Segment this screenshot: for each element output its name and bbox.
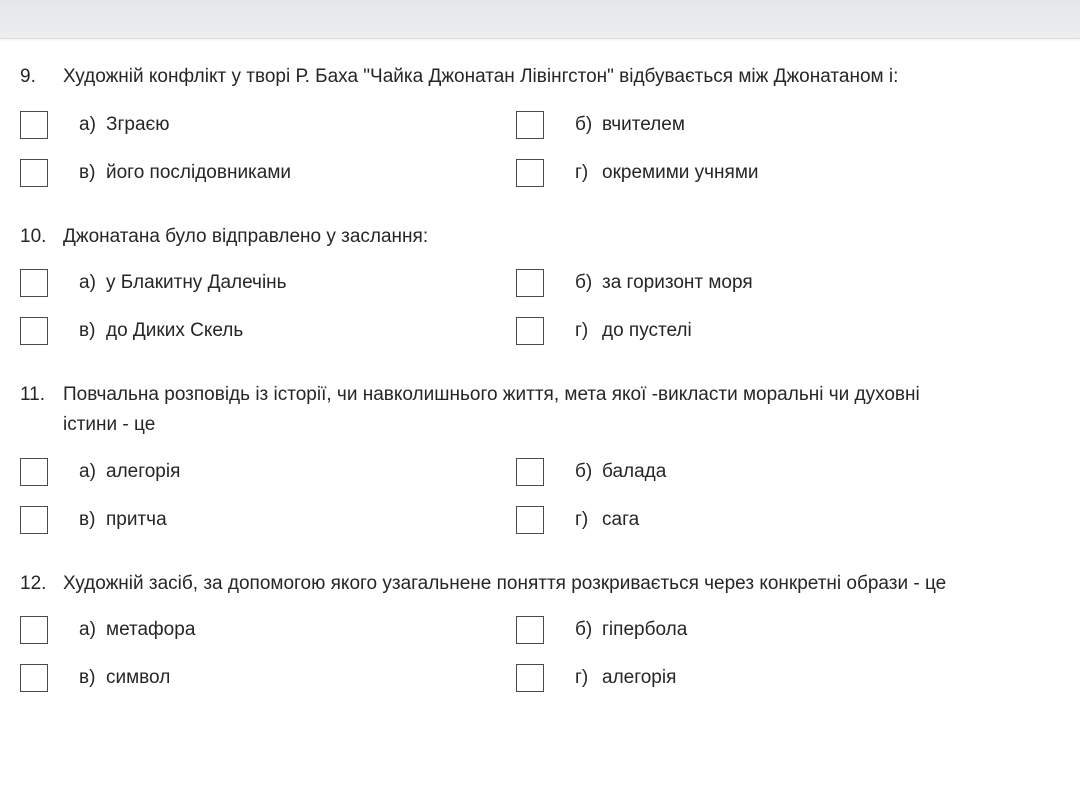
option-letter: в) [79, 162, 96, 183]
checkbox[interactable] [516, 664, 544, 692]
question-number: 9. [20, 66, 36, 87]
option-text: балада [602, 461, 667, 482]
checkbox[interactable] [516, 616, 544, 644]
option-text: алегорія [602, 667, 677, 688]
checkbox[interactable] [516, 111, 544, 139]
option-letter: б) [575, 114, 593, 135]
question-body-continued: істини - це [63, 414, 156, 435]
option-letter: г) [575, 162, 589, 183]
option-a[interactable] [20, 456, 180, 488]
option-a[interactable] [20, 109, 170, 141]
checkbox[interactable] [20, 458, 48, 486]
checkbox[interactable] [516, 159, 544, 187]
top-toolbar [0, 0, 1080, 39]
option-letter: г) [575, 509, 589, 530]
checkbox[interactable] [516, 458, 544, 486]
question-body: Джонатана було відправлено у заслання: [63, 226, 429, 247]
option-text: гіпербола [602, 619, 688, 640]
checkbox[interactable] [20, 616, 48, 644]
option-letter: а) [79, 461, 96, 482]
option-text: у Блакитну Далечінь [106, 272, 287, 293]
option-v[interactable] [20, 157, 291, 189]
checkbox[interactable] [20, 506, 48, 534]
option-text: окремими учнями [602, 162, 759, 183]
option-text: сага [602, 509, 640, 530]
checkbox[interactable] [516, 506, 544, 534]
option-text: до Диких Скель [106, 320, 244, 341]
option-v[interactable] [20, 315, 243, 347]
question-number: 11. [20, 384, 46, 405]
question-number: 10. [20, 226, 47, 247]
question-text [20, 222, 1060, 252]
option-v[interactable] [20, 504, 167, 536]
question-text [20, 62, 1060, 92]
option-letter: в) [79, 509, 96, 530]
option-letter: г) [575, 320, 589, 341]
question-number: 12. [20, 573, 47, 594]
option-b[interactable] [516, 109, 685, 141]
checkbox[interactable] [20, 159, 48, 187]
option-v[interactable] [20, 662, 170, 694]
option-g[interactable] [516, 662, 676, 694]
checkbox[interactable] [20, 664, 48, 692]
option-text: його послідовниками [106, 162, 292, 183]
option-text: алегорія [106, 461, 181, 482]
option-g[interactable] [516, 315, 692, 347]
option-text: Зграєю [106, 114, 170, 135]
question-body: Повчальна розповідь із історії, чи навколишнього життя, мета якої -викласти моральні чи духовні [63, 384, 920, 405]
option-a[interactable] [20, 614, 195, 646]
question-body: Художній засіб, за допомогою якого узагальнене поняття розкривається через конкретні образи - це [63, 573, 947, 594]
option-letter: б) [575, 619, 593, 640]
checkbox[interactable] [20, 269, 48, 297]
option-a[interactable] [20, 267, 287, 299]
option-b[interactable] [516, 614, 687, 646]
option-text: вчителем [602, 114, 685, 135]
checkbox[interactable] [20, 111, 48, 139]
question-text [20, 380, 1060, 440]
option-text: притча [106, 509, 167, 530]
question-text [20, 569, 1060, 599]
option-b[interactable] [516, 456, 666, 488]
checkbox[interactable] [516, 269, 544, 297]
option-text: символ [106, 667, 171, 688]
option-letter: б) [575, 272, 593, 293]
option-letter: г) [575, 667, 589, 688]
option-g[interactable] [516, 157, 759, 189]
option-letter: в) [79, 320, 96, 341]
question-body: Художній конфлікт у творі Р. Баха "Чайка Джонатан Лівінгстон" відбувається між Джонатаном і: [63, 66, 899, 87]
checkbox[interactable] [516, 317, 544, 345]
option-b[interactable] [516, 267, 753, 299]
option-letter: в) [79, 667, 96, 688]
option-text: до пустелі [602, 320, 692, 341]
option-text: за горизонт моря [602, 272, 753, 293]
option-g[interactable] [516, 504, 639, 536]
option-letter: а) [79, 114, 96, 135]
option-letter: а) [79, 619, 96, 640]
checkbox[interactable] [20, 317, 48, 345]
option-letter: б) [575, 461, 593, 482]
option-text: метафора [106, 619, 196, 640]
option-letter: а) [79, 272, 96, 293]
